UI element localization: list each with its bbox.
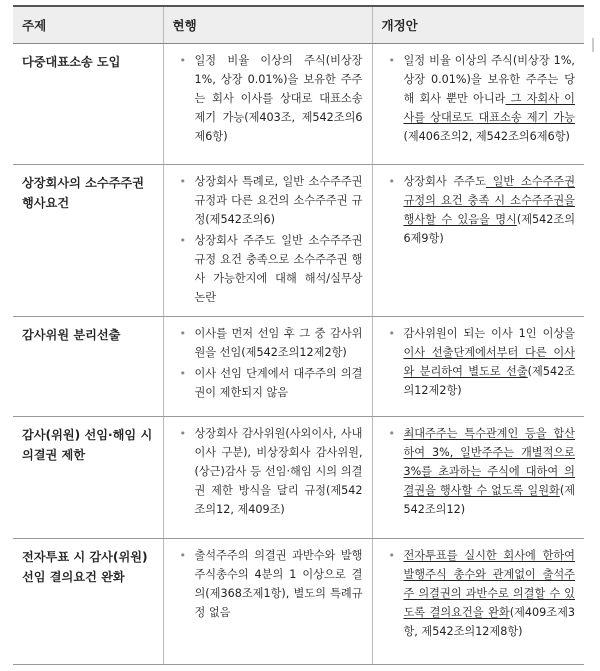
proposal-bullet bbox=[404, 546, 576, 641]
row-proposal bbox=[372, 417, 584, 539]
page-edge-mark bbox=[592, 38, 600, 52]
row-current bbox=[163, 539, 372, 665]
proposal-ref: (제406조의2, 제542조의6제6항) bbox=[403, 130, 570, 143]
row-topic: 감사(위원) 선임·해임 시 의결권 제한 bbox=[13, 417, 163, 539]
proposal-bullet bbox=[404, 51, 576, 146]
proposal-bullet bbox=[404, 324, 576, 400]
current-bullet: • 일정 비율 이상의 주식(비상장 1%, 상장 0.01%)을 보유한 주주는 회사 이사를 상대로 대표소송 제기 가능(제403조, 제542조의6제6항) bbox=[195, 51, 363, 146]
proposal-underlined: 최대주주는 특수관계인 등을 합산하여 3%, 일반주주는 개별적으로 3%를 초과하는 주식에 대하여 의결권을 행사할 수 없도록 일원화 bbox=[403, 427, 575, 497]
table-row bbox=[13, 539, 584, 665]
row-proposal bbox=[372, 165, 584, 317]
row-proposal bbox=[372, 44, 584, 165]
proposal-underlined: 전자투표를 실시한 회사에 한하여 발행주식 총수와 관계없이 출석주주 의결권의 과반수로 의결할 수 있도록 결의요건을 완화 bbox=[403, 549, 575, 619]
proposal-ref: (제409조제3항, 제542조의12제8항) bbox=[403, 606, 575, 638]
proposal-text: 감사위원이 되는 이사 1인 이상을 bbox=[403, 327, 575, 340]
row-current bbox=[163, 417, 372, 539]
table-row bbox=[13, 165, 584, 317]
header-row bbox=[13, 6, 584, 44]
current-bullet: • 상장회사 감사위원(사외이사, 사내이사 구분), 비상장회사 감사위원, (상근)감사 등 선임·해임 시의 의결권 제한 방식을 달리 규정(제542조의12, 제409조) bbox=[195, 424, 363, 519]
table-row bbox=[13, 44, 584, 165]
proposal-ref: (제542조의12) bbox=[403, 484, 575, 516]
row-topic: 전자투표 시 감사(위원) 선임 결의요건 완화 bbox=[13, 539, 163, 665]
current-bullet: • 출석주주의 의결권 과반수와 발행주식총수의 4분의 1 이상으로 결의(제368조제1항), 별도의 특례규정 없음 bbox=[195, 546, 363, 622]
comparison-table-wrapper bbox=[13, 5, 584, 665]
row-current bbox=[163, 317, 372, 417]
current-bullet: • 상장회사 특례로, 일반 소수주주권 규정과 다른 요건의 소수주주권 규정(제542조의6) bbox=[195, 172, 363, 229]
proposal-ref: (제542조의6제9항) bbox=[403, 213, 575, 245]
row-proposal bbox=[372, 539, 584, 665]
proposal-ref: (제542조의12제2항) bbox=[403, 365, 575, 397]
current-bullet: • 상장회사 주주도 일반 소수주주권 규정 요건 충족으로 소수주주권 행사 가능한지에 대해 해석/실무상 논란 bbox=[195, 231, 363, 307]
row-current bbox=[163, 165, 372, 317]
current-bullet: • 이사를 먼저 선임 후 그 중 감사위원을 선임(제542조의12제2항) bbox=[195, 324, 363, 362]
row-topic: 감사위원 분리선출 bbox=[13, 317, 163, 417]
header-topic: 주제 bbox=[13, 6, 163, 44]
table-row bbox=[13, 417, 584, 539]
row-proposal bbox=[372, 317, 584, 417]
proposal-underlined: 이사 선출단계에서부터 다른 이사와 분리하여 별도로 선출 bbox=[403, 346, 575, 378]
proposal-text: 일정 비율 이상의 주식(비상장 1%, 상장 0.01%)을 보유한 주주는 당해 회사 뿐만 아니라 bbox=[403, 54, 575, 105]
proposal-bullet bbox=[404, 172, 576, 248]
proposal-underlined: 그 자회사 이사를 상대로도 대표소송 제기 가능 bbox=[403, 92, 575, 124]
proposal-bullet bbox=[404, 424, 576, 519]
header-proposal: 개정안 bbox=[372, 6, 584, 44]
header-current: 현행 bbox=[163, 6, 372, 44]
comparison-table bbox=[13, 5, 584, 665]
current-bullet: • 이사 선임 단계에서 대주주의 의결권이 제한되지 않음 bbox=[195, 364, 363, 402]
proposal-underlined: 일반 소수주주권 규정의 요건 충족 시 소수주주권을 행사할 수 있음을 명시 bbox=[403, 175, 575, 226]
row-topic: 다중대표소송 도입 bbox=[13, 44, 163, 165]
row-current bbox=[163, 44, 372, 165]
row-topic: 상장회사의 소수주주권 행사요건 bbox=[13, 165, 163, 317]
proposal-text: 상장회사 주주도 bbox=[403, 175, 486, 188]
table-row bbox=[13, 317, 584, 417]
